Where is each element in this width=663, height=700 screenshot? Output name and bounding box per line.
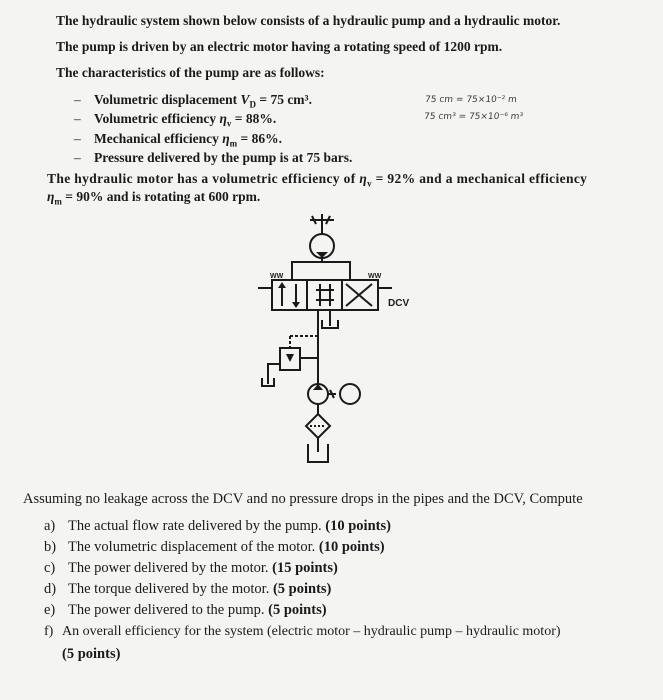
question-points: (5 points) <box>268 602 327 618</box>
pump-item-vol-efficiency <box>94 111 276 129</box>
item-label: Volumetric efficiency <box>94 111 220 126</box>
question-f <box>44 624 561 640</box>
question-label: e) <box>44 602 56 618</box>
motor-symbol: η <box>359 171 368 186</box>
dcv-valve-symbol <box>272 280 378 310</box>
question-text: The power delivered by the motor. <box>68 560 273 576</box>
question-points: (10 points) <box>325 518 391 534</box>
question-label: a) <box>44 518 56 534</box>
question-points: (5 points) <box>272 581 332 597</box>
item-value: = 88%. <box>231 111 277 126</box>
pressure-suffix: . <box>349 150 353 165</box>
dcv-label: DCV <box>388 298 410 309</box>
motor-vol-efficiency: = 92% <box>371 171 416 186</box>
intro-line-3: The characteristics of the pump are as follows: <box>56 65 325 80</box>
item-value: = 75 cm³. <box>256 92 312 107</box>
motor-line-2-mid: and is rotating at <box>103 189 209 204</box>
electric-motor-symbol <box>340 384 360 404</box>
question-c <box>44 560 338 577</box>
motor-line-1-suffix: and a mechanical efficiency <box>415 171 588 186</box>
question-e <box>44 602 327 619</box>
motor-line-2 <box>47 189 260 207</box>
intro-line-2-prefix: The pump is driven by an electric motor having a rotating speed of <box>56 39 444 54</box>
question-b <box>44 539 385 556</box>
motor-line-1-prefix: The hydraulic motor has a volumetric efficiency of <box>47 171 360 186</box>
list-dash: – <box>74 131 81 146</box>
hydraulic-circuit-diagram <box>250 208 430 476</box>
item-label: Volumetric displacement <box>94 92 241 107</box>
question-text: The actual flow rate delivered by the pump. <box>68 518 326 534</box>
question-points: (15 points) <box>272 560 338 576</box>
motor-symbol: η <box>47 189 55 204</box>
item-subscript: m <box>229 138 238 149</box>
question-text: The power delivered to the pump. <box>68 602 269 618</box>
motor-subscript: m <box>54 196 62 207</box>
list-dash: – <box>74 150 81 165</box>
item-symbol: η <box>219 111 227 126</box>
pressure-prefix: Pressure delivered by the pump is at <box>94 150 307 165</box>
question-text: An overall efficiency for the system (electric motor – hydraulic pump – hydraulic motor) <box>62 624 561 639</box>
pump-speed: 1200 rpm <box>443 39 499 54</box>
pressure-value: 75 bars <box>306 150 350 165</box>
motor-mech-efficiency: = 90% <box>61 189 104 204</box>
list-dash: – <box>74 92 81 107</box>
motor-line-2-suffix: . <box>256 189 261 204</box>
list-dash: – <box>74 111 81 126</box>
item-label: Mechanical efficiency <box>94 131 223 146</box>
item-symbol: η <box>222 131 230 146</box>
item-subscript: v <box>226 118 232 129</box>
questions-intro: Assuming no leakage across the DCV and no pressure drops in the pipes and the DCV, Compute <box>23 491 583 507</box>
handwritten-note-1: 75 cm = 75×10⁻² m <box>424 95 518 105</box>
question-f-points: (5 points) <box>62 646 121 662</box>
spring-label-right: WW <box>368 273 382 280</box>
question-a <box>44 518 391 535</box>
intro-line-2-suffix: . <box>498 39 503 54</box>
question-text: The volumetric displacement of the motor. <box>68 539 319 555</box>
question-label: d) <box>44 581 57 597</box>
question-points: (10 points) <box>318 539 385 555</box>
question-d <box>44 581 331 598</box>
item-symbol: V <box>240 92 250 107</box>
item-subscript: D <box>249 99 256 110</box>
intro-line-1: The hydraulic system shown below consists of a hydraulic pump and a hydraulic motor. <box>56 13 561 28</box>
motor-speed: 600 rpm <box>208 189 257 204</box>
question-label: f) <box>44 624 54 639</box>
intro-line-2 <box>56 39 502 55</box>
handwritten-note-2: 75 cm³ = 75×10⁻⁶ m³ <box>423 112 524 122</box>
item-value: = 86%. <box>237 131 282 146</box>
pump-item-mech-efficiency <box>94 131 282 149</box>
pump-item-pressure <box>94 150 352 166</box>
spring-label-left: WW <box>270 273 284 280</box>
question-label: c) <box>44 560 56 576</box>
question-text: The torque delivered by the motor. <box>68 581 273 597</box>
motor-subscript: v <box>367 178 372 189</box>
motor-line-1 <box>47 171 587 189</box>
pump-item-displacement <box>94 92 312 110</box>
question-label: b) <box>44 539 57 555</box>
